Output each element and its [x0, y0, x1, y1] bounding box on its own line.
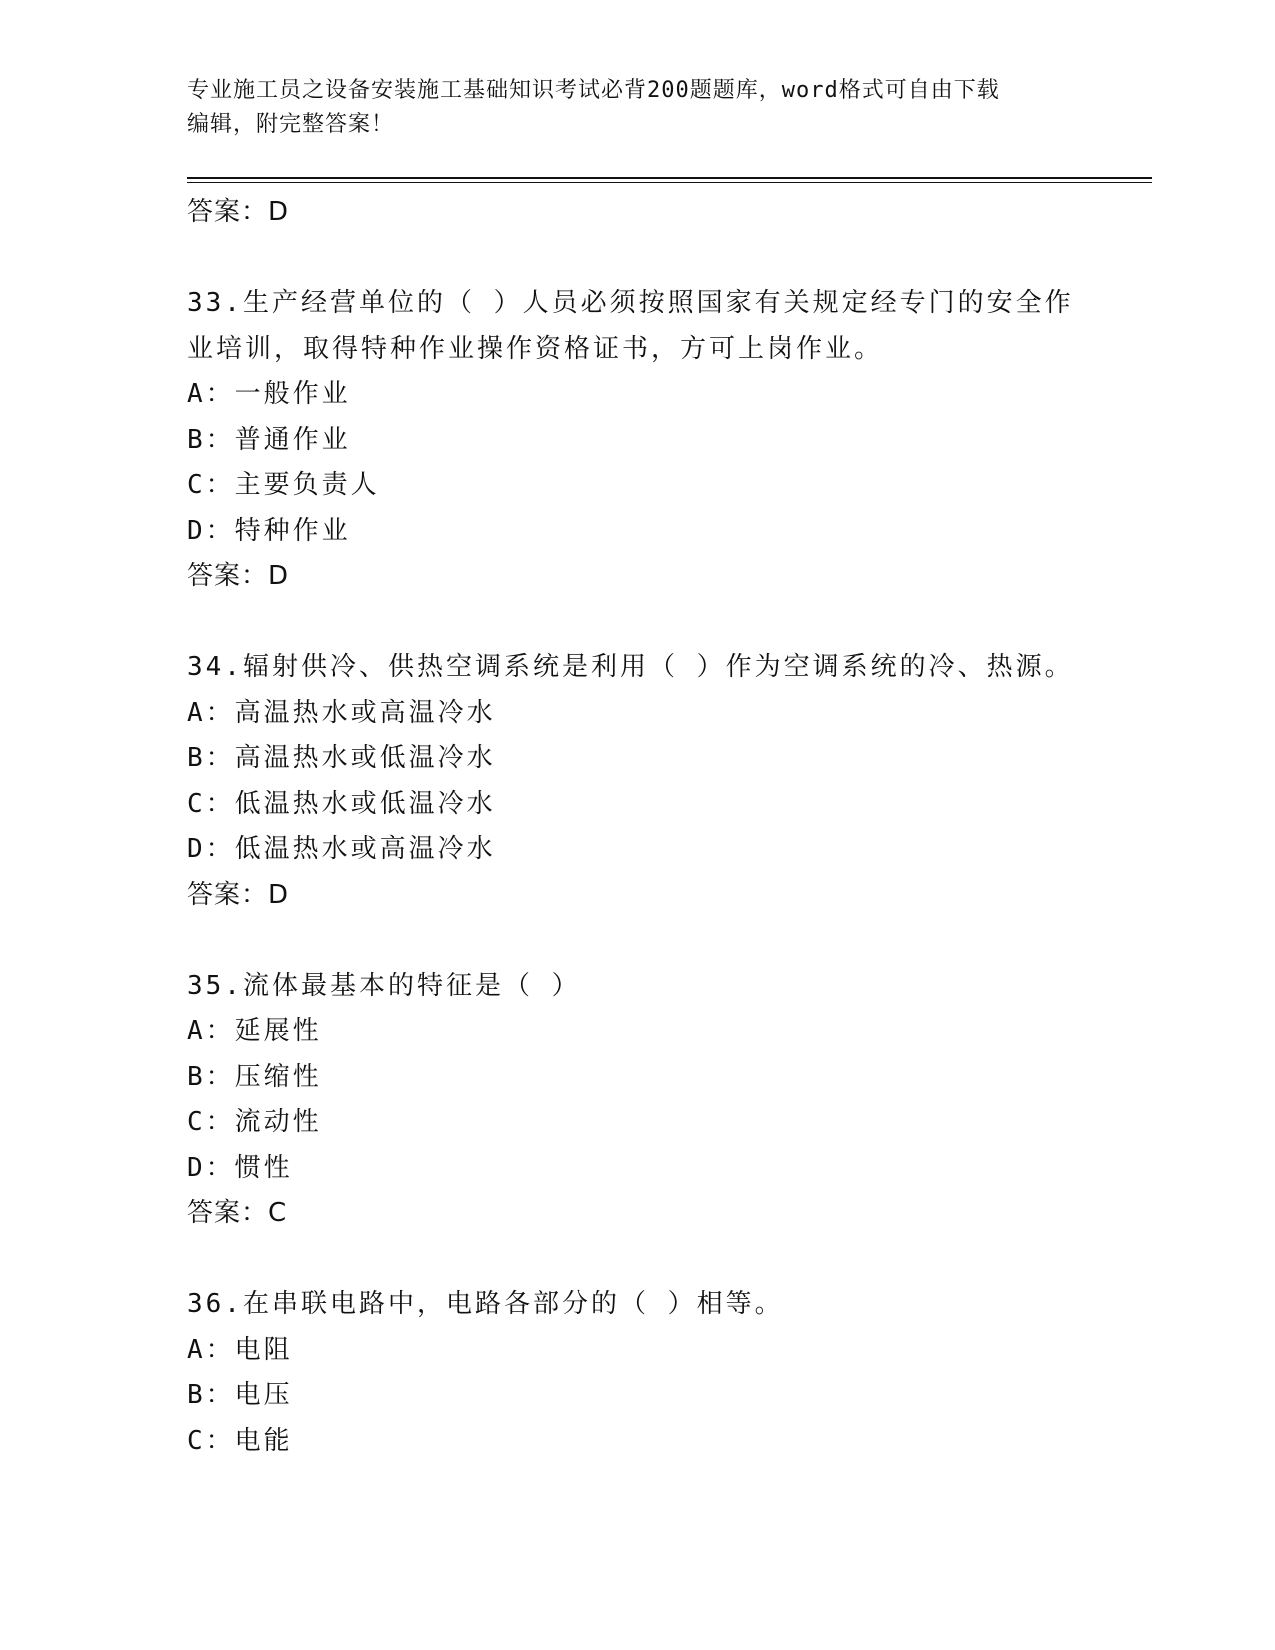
question-stem: 34.辐射供冷、供热空调系统是利用（ ）作为空调系统的冷、热源。: [187, 652, 1074, 682]
answer: 答案：D: [187, 561, 290, 591]
option-c: C：低温热水或低温冷水: [187, 788, 496, 819]
question-stem: 33.生产经营单位的（ ）人员必须按照国家有关规定经专门的安全作: [187, 288, 1074, 318]
previous-answer: 答案：D: [187, 197, 290, 227]
option-c: C：主要负责人: [187, 470, 380, 500]
option-d: D：惯性: [187, 1152, 293, 1183]
option-a: A：高温热水或高温冷水: [187, 697, 496, 728]
answer: 答案：C: [187, 1198, 288, 1228]
option-b: B：高温热水或低温冷水: [187, 743, 496, 773]
header-line-2: 编辑，附完整答案！: [187, 112, 395, 137]
question-content: [187, 190, 1152, 1464]
option-a: A：延展性: [187, 1016, 322, 1046]
header-line-1: 专业施工员之设备安装施工基础知识考试必背200题题库，word格式可自由下载: [187, 78, 1000, 103]
spacer: [187, 236, 1152, 282]
option-a: A：一般作业: [187, 379, 351, 409]
spacer: [187, 1237, 1152, 1283]
header-divider-top: [187, 177, 1152, 179]
spacer: [187, 918, 1152, 964]
page-header: [187, 74, 1067, 142]
answer: 答案：D: [187, 879, 290, 910]
question-36: [187, 1282, 1152, 1464]
option-d: D：低温热水或高温冷水: [187, 834, 496, 864]
question-33: [187, 281, 1152, 600]
option-d: D：特种作业: [187, 515, 351, 546]
spacer: [187, 600, 1152, 646]
header-divider-bottom: [187, 182, 1152, 183]
option-a: A：电阻: [187, 1334, 293, 1365]
option-b: B：压缩性: [187, 1061, 322, 1092]
question-stem: 35.流体最基本的特征是（ ）: [187, 970, 581, 1001]
question-stem: 36.在串联电路中，电路各部分的（ ）相等。: [187, 1289, 784, 1319]
question-35: [187, 964, 1152, 1237]
option-b: B：电压: [187, 1380, 293, 1410]
option-b: B：普通作业: [187, 424, 351, 455]
option-c: C：流动性: [187, 1107, 322, 1137]
option-c: C：电能: [187, 1425, 293, 1456]
question-stem-continued: 业培训，取得特种作业操作资格证书，方可上岗作业。: [187, 333, 884, 364]
question-34: [187, 645, 1152, 918]
